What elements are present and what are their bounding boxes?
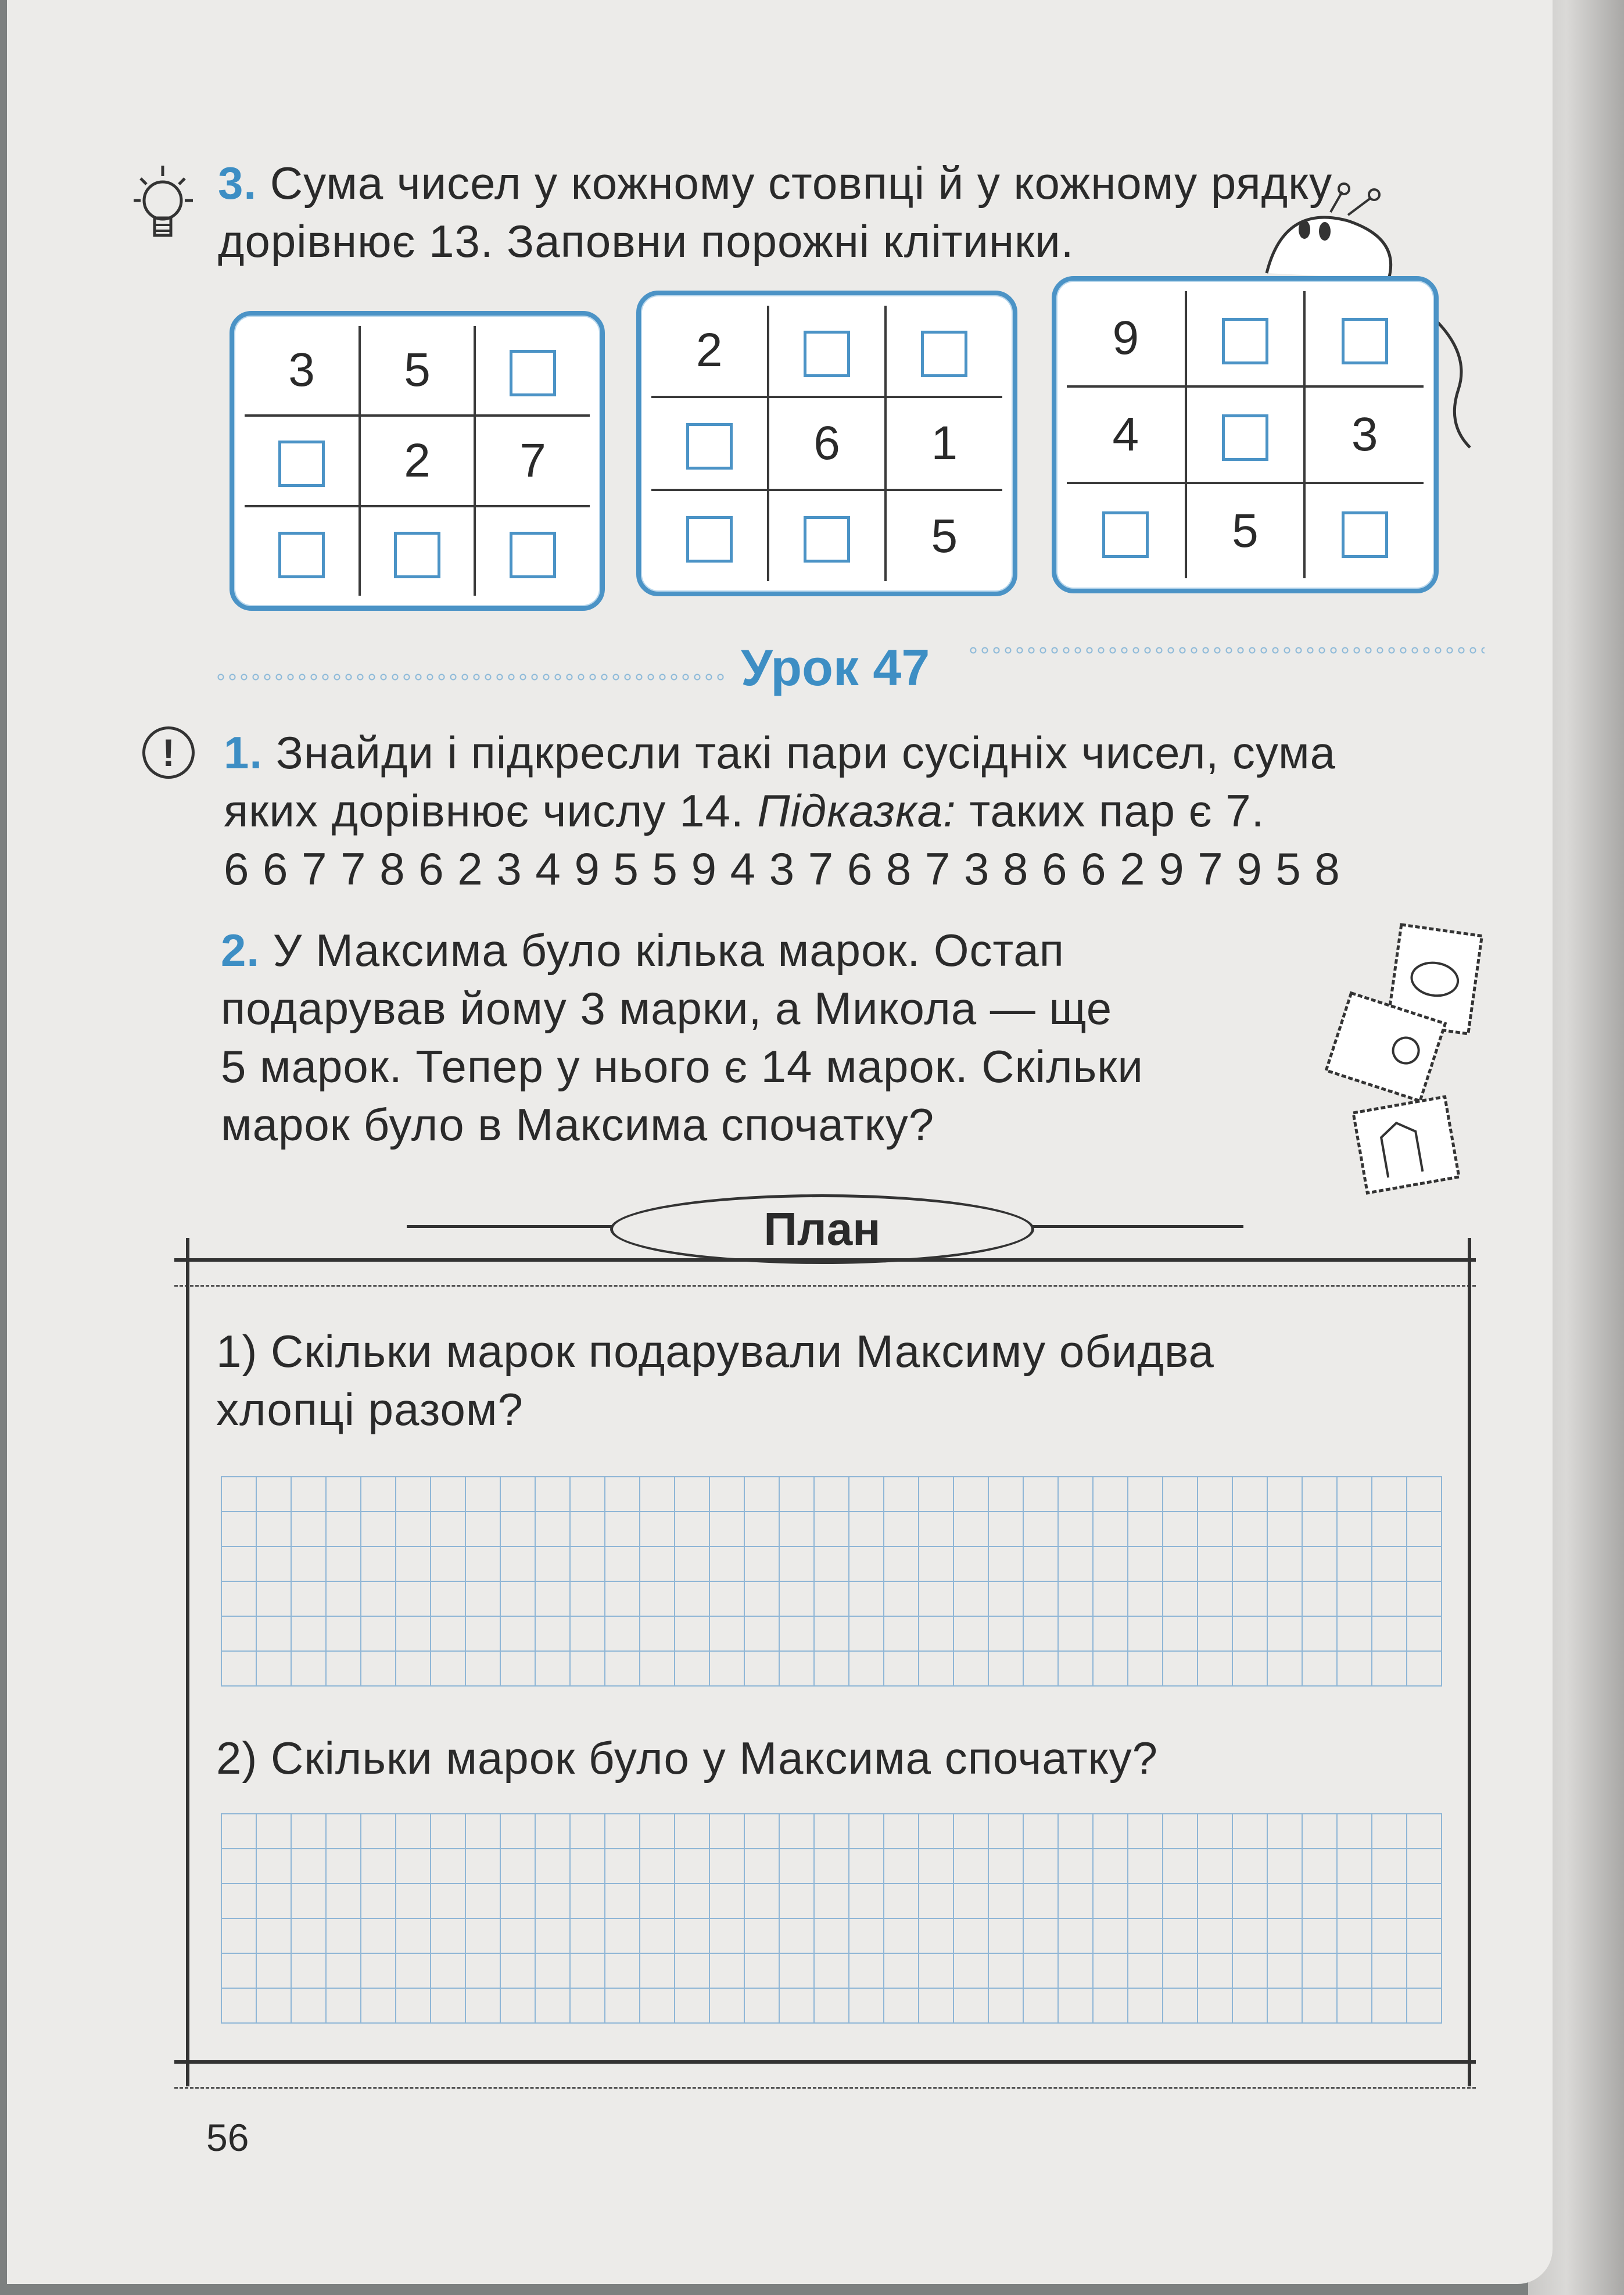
grid-cell-empty[interactable] xyxy=(245,506,360,596)
grid-cell: 4 xyxy=(1067,386,1186,484)
empty-box xyxy=(921,331,967,377)
task2-line4: марок було в Максима спочатку? xyxy=(221,1099,935,1150)
lesson-title: Урок 47 xyxy=(741,639,930,696)
empty-box xyxy=(1222,318,1268,364)
grid-cell-empty[interactable] xyxy=(886,306,1002,397)
task1-number: 1. xyxy=(224,727,263,778)
task2-line2: подарував йому 3 марки, а Микола — ще xyxy=(221,983,1113,1034)
grid-cell-empty[interactable] xyxy=(360,506,475,596)
grid-cell: 9 xyxy=(1067,291,1186,386)
exclamation-icon: ! xyxy=(142,726,195,779)
grid-1-table xyxy=(245,326,590,596)
number-grid-1 xyxy=(230,311,605,611)
task2-number: 2. xyxy=(221,925,260,976)
plan-question-2: 2) Скільки марок було у Максима спочатку? xyxy=(216,1732,1159,1784)
grid-cell-empty[interactable] xyxy=(651,490,768,581)
lightbulb-icon xyxy=(128,160,198,259)
task2-line3: 5 марок. Тепер у нього є 14 марок. Скільки xyxy=(221,1041,1143,1092)
empty-box xyxy=(394,532,440,578)
empty-box xyxy=(510,532,556,578)
grid-cell: 2 xyxy=(360,416,475,507)
grid-cell-empty[interactable] xyxy=(768,490,885,581)
grid-cell: 1 xyxy=(886,397,1002,490)
empty-box xyxy=(278,441,325,487)
empty-box xyxy=(1342,511,1388,558)
task1-text-1: Знайди і підкресли такі пари сусідніх чисел, сума xyxy=(275,727,1336,778)
empty-box xyxy=(686,516,733,563)
empty-box xyxy=(278,532,325,578)
task1-line2 xyxy=(224,782,1264,840)
empty-box xyxy=(804,516,850,563)
answer-grid-2[interactable] xyxy=(221,1813,1442,2024)
task3-line1 xyxy=(218,154,1332,212)
grid-cell-empty[interactable] xyxy=(475,326,590,416)
plan-question-1-line1: 1) Скільки марок подарували Максиму обидва xyxy=(216,1326,1214,1377)
grid-cell: 5 xyxy=(1186,483,1305,578)
lesson-divider-right xyxy=(967,646,1485,654)
grid-cell-empty[interactable] xyxy=(1067,483,1186,578)
grid-cell: 2 xyxy=(651,306,768,397)
grid-cell-empty[interactable] xyxy=(768,306,885,397)
grid-cell-empty[interactable] xyxy=(1186,291,1305,386)
lesson-divider-left xyxy=(215,673,726,681)
task1-hint-label: Підказка: xyxy=(757,785,956,836)
task2-line1 xyxy=(221,921,1064,979)
plan-line-left xyxy=(407,1225,616,1228)
grid-cell: 5 xyxy=(360,326,475,416)
grid-cell: 3 xyxy=(245,326,360,416)
grid-cell-empty[interactable] xyxy=(1186,386,1305,484)
empty-box xyxy=(1342,318,1388,364)
grid-cell: 3 xyxy=(1304,386,1424,484)
number-sequence[interactable]: 6 6 7 7 8 6 2 3 4 9 5 5 9 4 3 7 6 8 7 3 8 6 6 2 9 7 9 5 8 xyxy=(224,843,1340,894)
stamps-illustration xyxy=(1319,912,1511,1197)
number-grid-3 xyxy=(1052,276,1439,593)
answer-grid-1[interactable] xyxy=(221,1476,1442,1687)
grid-cell-empty[interactable] xyxy=(245,416,360,507)
plan-title: План xyxy=(610,1194,1034,1264)
grid-cell: 6 xyxy=(768,397,885,490)
grid-3-table xyxy=(1067,291,1424,578)
grid-cell-empty[interactable] xyxy=(1304,483,1424,578)
grid-cell: 7 xyxy=(475,416,590,507)
empty-box xyxy=(510,350,556,396)
grid-cell-empty[interactable] xyxy=(475,506,590,596)
task3-number: 3. xyxy=(218,157,257,209)
task2-text-1: У Максима було кілька марок. Остап xyxy=(273,925,1064,976)
empty-box xyxy=(804,331,850,377)
plan-line-right xyxy=(1023,1225,1243,1228)
grid-2-table xyxy=(651,306,1002,581)
task1-text-2b: таких пар є 7. xyxy=(969,785,1265,836)
empty-box xyxy=(1222,414,1268,461)
task3-text-1: Сума чисел у кожному стовпці й у кожному рядку xyxy=(270,157,1333,209)
grid-cell-empty[interactable] xyxy=(1304,291,1424,386)
task1-line1 xyxy=(224,724,1336,782)
empty-box xyxy=(1102,511,1149,558)
empty-box xyxy=(686,423,733,470)
scroll-bottom-edge xyxy=(174,2060,1476,2089)
plan-question-1-line2: хлопці разом? xyxy=(216,1384,524,1435)
task3-line2: дорівнює 13. Заповни порожні клітинки. xyxy=(218,216,1074,267)
page-number: 56 xyxy=(206,2116,249,2159)
task1-text-2a: яких дорівнює числу 14. xyxy=(224,785,744,836)
grid-cell-empty[interactable] xyxy=(651,397,768,490)
number-grid-2 xyxy=(636,291,1017,596)
grid-cell: 5 xyxy=(886,490,1002,581)
